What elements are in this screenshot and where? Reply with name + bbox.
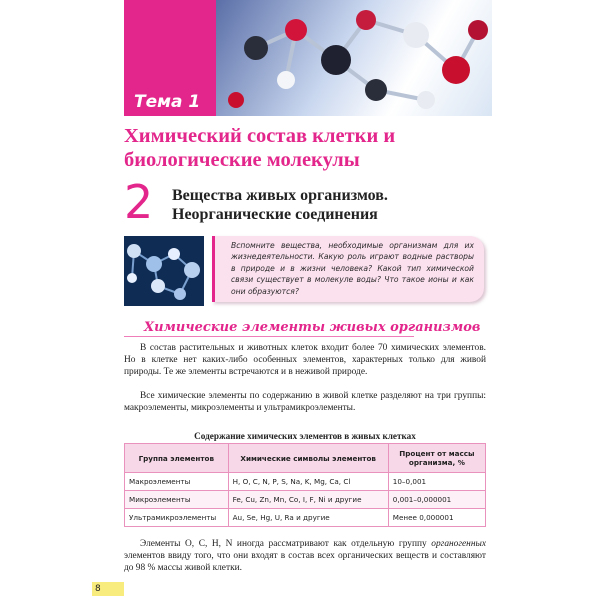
molecule-banner-image	[216, 0, 492, 116]
paragraph-elements-intro: В состав растительных и животных клеток входит более 70 химических элементов. Но в клетке нет каких-либо особенных элементов, характерных только для живой природы. Те же элементы встречаются и в неживой природе.	[124, 343, 486, 378]
table-header-cell: Процент от массы организма, %	[388, 444, 485, 473]
table-cell: H, O, C, N, P, S, Na, K, Mg, Ca, Cl	[228, 473, 388, 491]
table-header-row	[125, 444, 486, 473]
page-number: 8	[92, 582, 124, 596]
elements-table	[124, 443, 486, 527]
lesson-title	[172, 186, 492, 224]
intro-question-box	[212, 236, 484, 302]
table-cell: Au, Se, Hg, U, Ra и другие	[228, 509, 388, 527]
table-cell: Микроэлементы	[125, 491, 229, 509]
paragraph-element-groups: Все химические элементы по содержанию в живой клетке разделяют на три группы: макроэлементы, микроэлементы и ультрамикроэлементы.	[124, 391, 486, 414]
lesson-title-line1: Вещества живых организмов.	[172, 187, 388, 204]
section-title-underline	[124, 336, 414, 337]
table-row	[125, 473, 486, 491]
table-caption: Содержание химических элементов в живых клетках	[194, 431, 416, 441]
table-header-cell: Группа элементов	[125, 444, 229, 473]
table-cell: 10–0,001	[388, 473, 485, 491]
table-header-cell: Химические символы элементов	[228, 444, 388, 473]
paragraph-organogenic-part1: Элементы O, C, H, N иногда рассматривают как отдельную группу	[140, 539, 432, 549]
table-cell: Макроэлементы	[125, 473, 229, 491]
table-cell: Ультрамикроэлементы	[125, 509, 229, 527]
topic-label: Тема 1	[134, 92, 201, 112]
lesson-number: 2	[124, 175, 154, 229]
table-row	[125, 509, 486, 527]
table-row	[125, 491, 486, 509]
paragraph-organogenic-part2: элементов ввиду того, что они входят в состав всех органических веществ и составляют до 98 % массы живой клетки.	[124, 551, 486, 574]
table-cell: Fe, Cu, Zn, Mn, Co, I, F, Ni и другие	[228, 491, 388, 509]
table-cell: 0,001–0,000001	[388, 491, 485, 509]
paragraph-organogenic-elements	[124, 538, 486, 575]
section-title: Химические элементы живых организмов	[144, 320, 481, 335]
chapter-title: Химический состав клетки и биологические молекулы	[124, 125, 396, 171]
organogenic-term: органогенных	[431, 539, 486, 549]
intro-question-text: Вспомните вещества, необходимые организмам для их жизнедеятельности. Какую роль играют водные растворы в природе и в жизни человека? Какой тип химической связи существует в молекуле воды? Что такое ионы и как они образуются?	[231, 241, 474, 296]
molecule-side-image	[124, 236, 204, 306]
lesson-title-line2: Неорганические соединения	[172, 206, 378, 223]
table-cell: Менее 0,000001	[388, 509, 485, 527]
elements-table-wrapper	[124, 443, 486, 527]
